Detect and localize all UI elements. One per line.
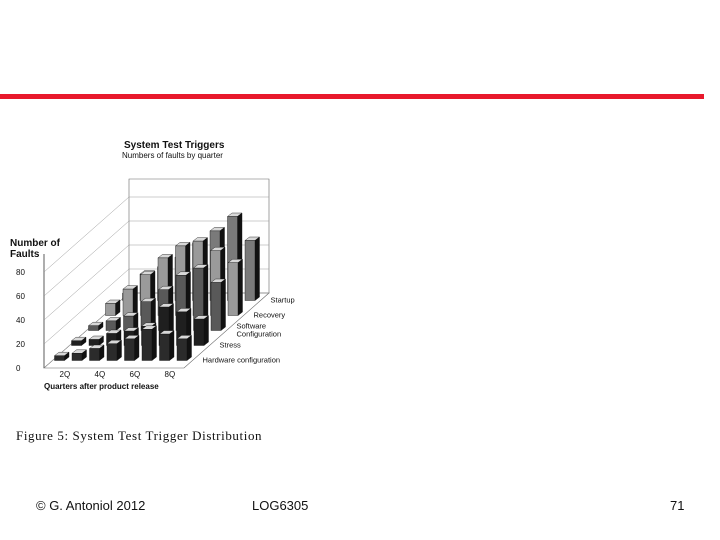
footer-course-code: LOG6305 bbox=[252, 498, 309, 513]
footer-author: © G. Antoniol 2012 bbox=[36, 498, 146, 513]
chart-bars bbox=[55, 213, 260, 361]
chart-bar bbox=[142, 326, 157, 361]
series-label: Recovery bbox=[253, 310, 286, 320]
x-axis-title: Quarters after product release bbox=[44, 382, 159, 391]
chart-title: System Test Triggers bbox=[124, 140, 225, 151]
chart-bar bbox=[55, 352, 70, 360]
series-label: Stress bbox=[219, 340, 241, 350]
y-tick-label: 60 bbox=[16, 292, 25, 301]
chart-bar bbox=[90, 345, 105, 361]
footer-page-number: 71 bbox=[670, 498, 685, 513]
chart-bar bbox=[211, 279, 226, 331]
y-tick-label: 80 bbox=[16, 268, 25, 277]
chart-bar bbox=[106, 300, 121, 316]
series-label: Startup bbox=[270, 295, 295, 305]
chart-bar bbox=[177, 335, 192, 360]
chart-bar bbox=[245, 237, 260, 301]
y-axis-title: Number of Faults bbox=[10, 238, 60, 260]
chart-bar bbox=[72, 337, 87, 345]
chart-bar bbox=[123, 286, 138, 316]
x-tick-label: 4Q bbox=[94, 370, 106, 379]
chart-bar bbox=[194, 316, 209, 346]
y-gridline bbox=[44, 197, 129, 272]
figure-caption: Figure 5: System Test Trigger Distribution bbox=[16, 428, 263, 443]
chart-bar bbox=[125, 335, 140, 360]
chart-subtitle: Numbers of faults by quarter bbox=[122, 151, 223, 160]
x-tick-label: 6Q bbox=[129, 370, 141, 379]
chart-bar bbox=[106, 317, 121, 330]
chart-figure bbox=[0, 120, 360, 460]
chart-bar bbox=[89, 322, 104, 330]
slide-accent-rule bbox=[0, 94, 704, 99]
chart-bar bbox=[107, 340, 122, 360]
x-tick-label: 2Q bbox=[59, 370, 71, 379]
y-tick-label: 20 bbox=[16, 340, 25, 349]
y-gridline bbox=[44, 221, 129, 296]
series-label: Hardware configuration bbox=[202, 355, 281, 365]
y-tick-label: 0 bbox=[16, 364, 21, 373]
chart-bar bbox=[89, 336, 104, 346]
y-tick-label: 40 bbox=[16, 316, 25, 325]
x-tick-label: 8Q bbox=[164, 370, 176, 379]
chart-bar bbox=[160, 331, 175, 361]
series-label: Software Configuration bbox=[236, 321, 282, 339]
chart-bar bbox=[72, 350, 87, 361]
chart-bar bbox=[228, 259, 243, 315]
